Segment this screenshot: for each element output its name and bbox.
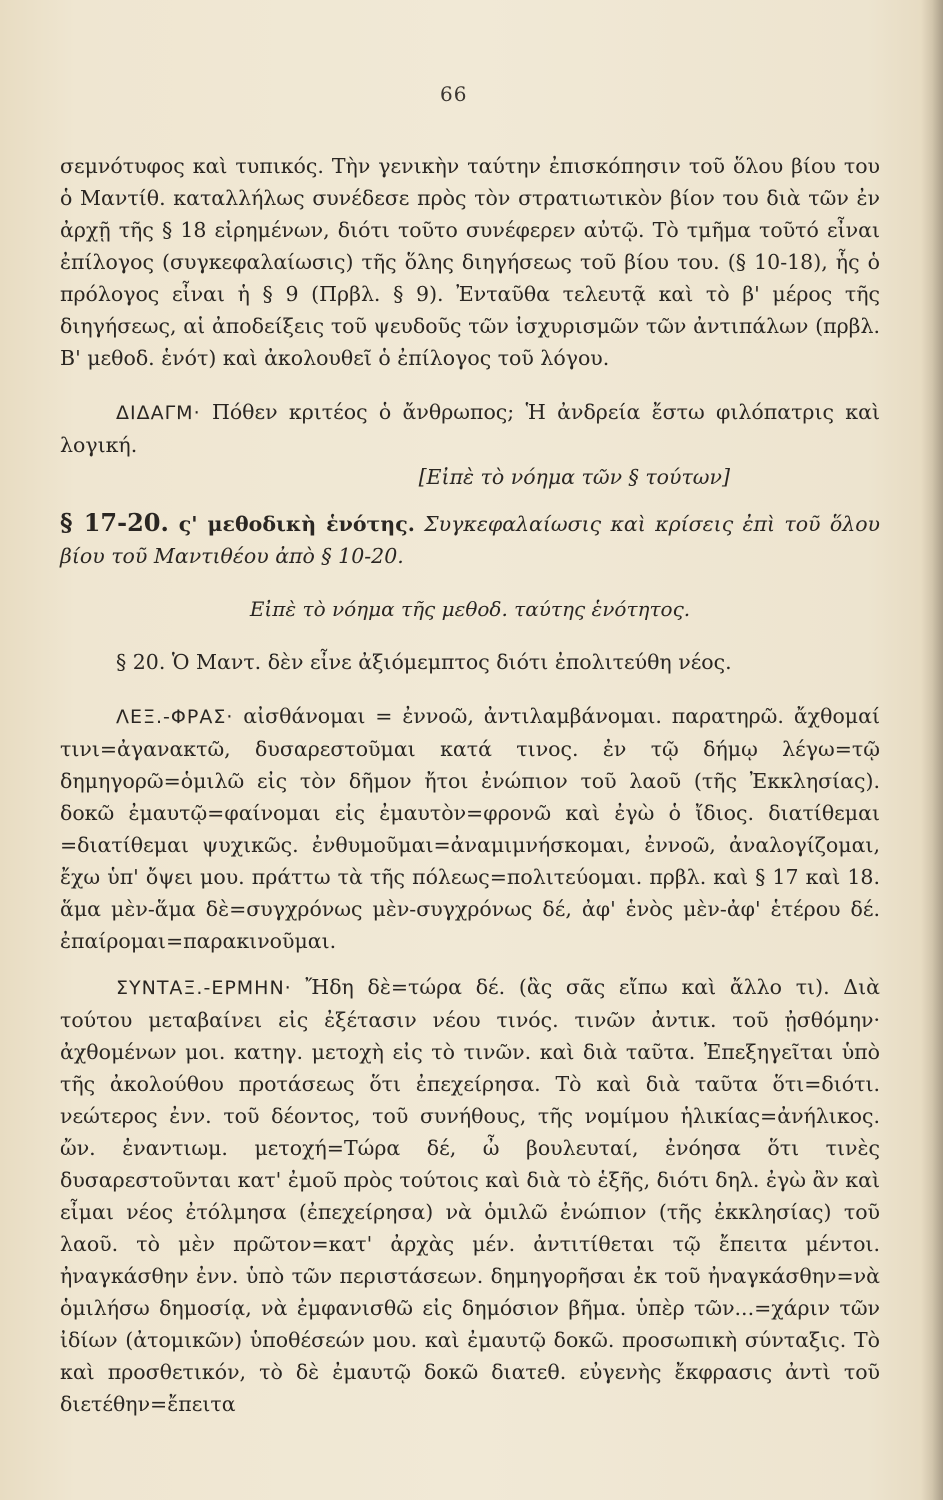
page-binding-edge: [921, 0, 943, 1500]
section-number: § 17-20.: [60, 508, 169, 537]
section-heading: [60, 507, 880, 572]
lexeis-text: αἰσθάνομαι = ἐννοῶ, ἀντιλαμβάνομαι. παρατηρῶ. ἄχθομαί τινι=ἀγανακτῶ, δυσαρεστοῦμαι κατά τινος. ἐν τῷ δήμῳ λέγω=τῷ δημηγορῶ=ὁμιλῶ εἰς τὸν δῆμον ἤτοι ἐνώπιον τοῦ λαοῦ (τῆς Ἐκκλησίας). δοκῶ ἐμαυτῷ=φαίνομαι εἰς ἐμαυτὸν=φρονῶ καὶ ἐγὼ ὁ ἴδιος. διατίθεμαι =διατίθεμαι ψυχικῶς. ἐνθυμοῦμαι=ἀναμιμνήσκομαι, ἐννοῶ, ἀναλογίζομαι, ἔχω ὑπ' ὄψει μου. πράττω τὰ τῆς πόλεως=πολιτεύομαι. πρβλ. καὶ § 17 καὶ 18. ἅμα μὲν-ἅμα δὲ=συγχρόνως μὲν-συγχρόνως δέ, ἀφ' ἑνὸς μὲν-ἀφ' ἑτέρου δέ. ἐπαίρομαι=παρακινοῦμαι.: [60, 704, 880, 953]
section-unit-title: ς' μεθοδικὴ ἑνότης.: [168, 512, 415, 536]
didagm-label: ΔΙΔΑΓΜ·: [116, 402, 201, 424]
page-number: 66: [440, 82, 468, 106]
page-body: [60, 150, 880, 1420]
syntaxis-label: ΣΥΝΤΑΞ.-ΕΡΜΗΝ·: [116, 977, 292, 999]
didagm-text: Πόθεν κριτέος ὁ ἄνθρωπος; Ἡ ἀνδρεία ἔστω φιλόπατρις καὶ λογική.: [60, 400, 880, 457]
section-description: Συγκεφαλαίωσις καὶ κρίσεις ἐπὶ τοῦ ὅλου βίου τοῦ Μαντιθέου ἀπὸ § 10-20.: [60, 512, 880, 568]
paragraph-didagm: [60, 396, 880, 461]
paragraph-syntaxis: [60, 971, 880, 1420]
syntaxis-text: Ἤδη δὲ=τώρα δέ. (ἃς σᾶς εἴπω καὶ ἄλλο τι). Διὰ τούτου μεταβαίνει εἰς ἐξέτασιν νέου τινός. τινῶν ἀντικ. τοῦ ᾐσθόμην· ἀχθομένων μοι. κατηγ. μετοχὴ εἰς τὸ τινῶν. καὶ διὰ ταῦτα. Ἐπεξηγεῖται ὑπὸ τῆς ἀκολούθου προτάσεως ὅτι ἐπεχείρησα. Τὸ καὶ διὰ ταῦτα ὅτι=διότι. νεώτερος ἐνν. τοῦ δέοντος, τοῦ συνήθους, τῆς νομίμου ἡλικίας=ἀνήλικος. ὤν. ἐναντιωμ. μετοχή=Τώρα δέ, ὦ βουλευταί, ἐνόησα ὅτι τινὲς δυσαρεστοῦνται κατ' ἐμοῦ πρὸς τούτοις καὶ διὰ τὸ ἑξῆς, διότι δηλ. ἐγὼ ἂν καὶ εἶμαι νέος ἐτόλμησα (ἐπεχείρησα) νὰ ὁμιλῶ ἐνώπιον (τῆς ἐκκλησίας) τοῦ λαοῦ. τὸ μὲν πρῶτον=κατ' ἀρχὰς μέν. ἀντιτίθεται τῷ ἔπειτα μέντοι. ἠναγκάσθην ἐνν. ὑπὸ τῶν περιστάσεων. δημηγορῆσαι ἐκ τοῦ ἠναγκάσθην=νὰ ὁμιλήσω δημοσίᾳ, νὰ ἐμφανισθῶ εἰς δημόσιον βῆμα. ὑπὲρ τῶν...=χάριν τῶν ἰδίων (ἀτομικῶν) ὑποθέσεών μου. καὶ ἐμαυτῷ δοκῶ. προσωπικὴ σύνταξις. Τὸ καὶ προσθετικόν, τὸ δὲ ἐμαυτῷ δοκῶ διατεθ. εὐγενὴς ἔκφρασις ἀντὶ τοῦ διετέθην=ἔπειτα: [60, 975, 880, 1416]
paragraph-lexeis: [60, 700, 880, 957]
paragraph-section-20: § 20. Ὁ Μαντ. δὲν εἶνε ἀξιόμεμπτος διότι ἐπολιτεύθη νέος.: [116, 650, 732, 674]
paragraph-summary: σεμνότυφος καὶ τυπικός. Τὴν γενικὴν ταύτην ἐπισκόπησιν τοῦ ὅλου βίου του ὁ Μαντίθ. καταλλήλως συνέδεσε πρὸς τὸν στρατιωτικὸν βίον του διὰ τῶν ἐν ἀρχῇ τῆς § 18 εἰρημένων, διότι τοῦτο συνέφερεν αὐτῷ. Τὸ τμῆμα τοῦτό εἶναι ἐπίλογος (συγκεφαλαίωσις) τῆς ὅλης διηγήσεως τοῦ βίου του. (§ 10-18), ἧς ὁ πρόλογος εἶναι ἡ § 9 (Πρβλ. § 9). Ἐνταῦθα τελευτᾷ καὶ τὸ β' μέρος τῆς διηγήσεως, αἱ ἀποδείξεις τοῦ ψευδοῦς τῶν ἰσχυρισμῶν τῶν ἀντιπάλων (πρβλ. Β' μεθοδ. ἑνότ) καὶ ἀκολουθεῖ ὁ ἐπίλογος τοῦ λόγου.: [60, 154, 880, 370]
didagm-instruction: [Εἰπὲ τὸ νόημα τῶν § τούτων]: [418, 465, 730, 489]
lexeis-label: ΛΕΞ.-ΦΡΑΣ·: [116, 706, 234, 728]
instruction-line: Εἰπὲ τὸ νόημα τῆς μεθοδ. ταύτης ἑνότητος.: [249, 597, 691, 621]
